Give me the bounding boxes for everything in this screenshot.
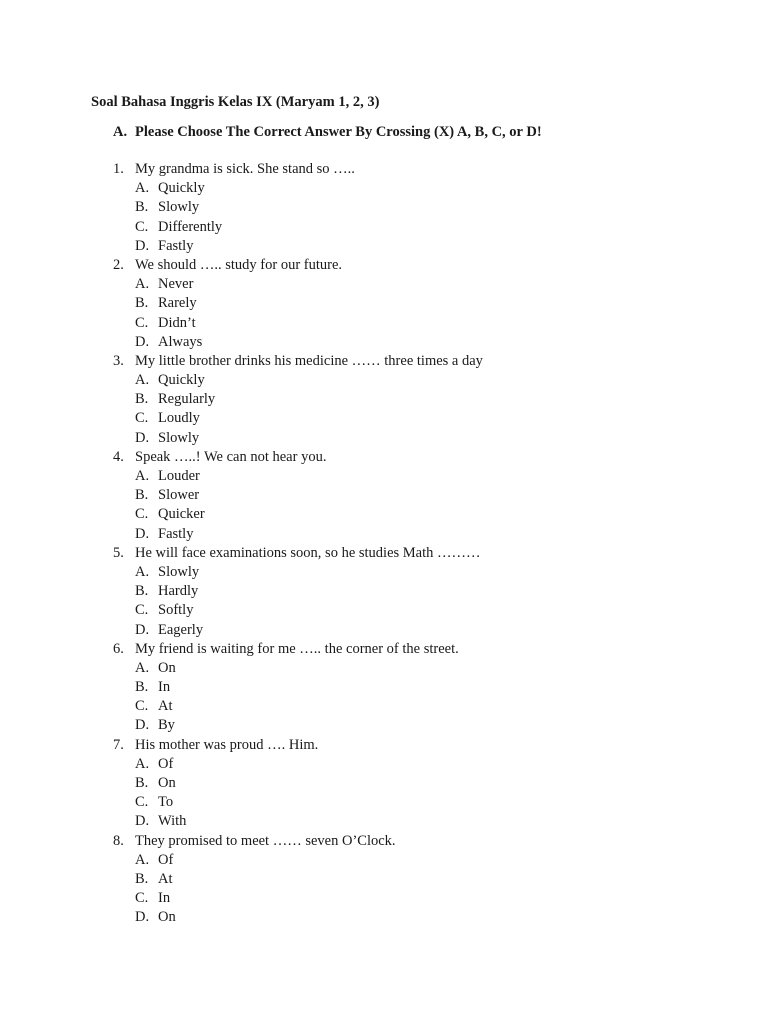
option-letter: B. bbox=[135, 199, 149, 216]
option-letter: C. bbox=[135, 890, 149, 907]
question-item bbox=[113, 160, 483, 179]
answer-option bbox=[113, 486, 483, 505]
option-letter: A. bbox=[135, 276, 150, 293]
answer-option bbox=[113, 870, 483, 889]
option-text: Never bbox=[158, 276, 194, 293]
question-number: 2. bbox=[113, 256, 124, 273]
option-letter: A. bbox=[135, 755, 150, 772]
option-letter: C. bbox=[135, 506, 149, 523]
option-text: Slowly bbox=[158, 563, 200, 580]
answer-option bbox=[113, 218, 483, 237]
question-number: 6. bbox=[113, 640, 124, 657]
option-letter: D. bbox=[135, 429, 150, 446]
option-letter: C. bbox=[135, 602, 149, 619]
option-letter: B. bbox=[135, 583, 149, 600]
answer-option bbox=[113, 237, 483, 256]
answer-option bbox=[113, 774, 483, 793]
option-text: Slowly bbox=[158, 429, 200, 446]
option-letter: B. bbox=[135, 487, 149, 504]
section-instruction-text: Please Choose The Correct Answer By Crossing (X) A, B, C, or D! bbox=[135, 124, 542, 140]
answer-option bbox=[113, 908, 483, 927]
question-text: My grandma is sick. She stand so ….. bbox=[135, 161, 355, 177]
option-text: Loudly bbox=[158, 410, 200, 427]
option-text: Always bbox=[158, 333, 203, 350]
question-text: He will face examinations soon, so he studies Math ……… bbox=[135, 544, 481, 561]
answer-option bbox=[113, 467, 483, 486]
answer-option bbox=[113, 563, 483, 582]
answer-option bbox=[113, 525, 483, 544]
question-number: 1. bbox=[113, 161, 124, 177]
option-text: Slowly bbox=[158, 199, 200, 216]
option-letter: D. bbox=[135, 237, 150, 254]
option-letter: B. bbox=[135, 391, 149, 408]
option-letter: A. bbox=[135, 468, 150, 484]
option-text: To bbox=[158, 794, 174, 811]
option-text: On bbox=[158, 775, 176, 791]
option-text: Rarely bbox=[158, 295, 197, 312]
option-text: Quicker bbox=[158, 506, 205, 523]
document-title: Soal Bahasa Inggris Kelas IX (Maryam 1, 2, 3) bbox=[91, 94, 380, 110]
option-letter: D. bbox=[135, 717, 150, 734]
answer-option bbox=[113, 294, 483, 313]
option-letter: D. bbox=[135, 333, 150, 350]
answer-option bbox=[113, 390, 483, 409]
answer-option bbox=[113, 275, 483, 294]
question-text: His mother was proud …. Him. bbox=[135, 736, 319, 753]
answer-option bbox=[113, 812, 483, 831]
option-text: Of bbox=[158, 755, 174, 772]
option-text: Regularly bbox=[158, 391, 216, 408]
option-letter: C. bbox=[135, 218, 149, 235]
option-text: Louder bbox=[158, 468, 200, 484]
option-text: Eagerly bbox=[158, 621, 204, 638]
option-text: On bbox=[158, 909, 176, 926]
option-text: Fastly bbox=[158, 237, 194, 254]
question-text: Speak …..! We can not hear you. bbox=[135, 448, 327, 465]
option-letter: C. bbox=[135, 410, 149, 427]
answer-option bbox=[113, 409, 483, 428]
question-text: They promised to meet …… seven O’Clock. bbox=[135, 832, 396, 849]
option-text: By bbox=[158, 717, 175, 734]
answer-option bbox=[113, 716, 483, 735]
option-text: At bbox=[158, 870, 173, 887]
question-item bbox=[113, 448, 483, 467]
option-letter: C. bbox=[135, 794, 149, 811]
question-item bbox=[113, 832, 483, 851]
option-letter: A. bbox=[135, 659, 150, 676]
answer-option bbox=[113, 333, 483, 352]
question-text: My little brother drinks his medicine …… three times a day bbox=[135, 352, 483, 369]
section-marker: A. bbox=[113, 124, 128, 140]
question-item bbox=[113, 544, 483, 563]
option-text: Didn’t bbox=[158, 314, 196, 331]
question-text: We should ….. study for our future. bbox=[135, 256, 343, 273]
question-number: 7. bbox=[113, 736, 124, 753]
answer-option bbox=[113, 621, 483, 640]
option-letter: D. bbox=[135, 909, 150, 926]
option-letter: D. bbox=[135, 621, 150, 638]
option-letter: C. bbox=[135, 698, 149, 715]
question-list bbox=[113, 160, 483, 928]
question-item bbox=[113, 352, 483, 371]
question-text: My friend is waiting for me ….. the corner of the street. bbox=[135, 640, 459, 657]
question-number: 5. bbox=[113, 544, 124, 561]
answer-option bbox=[113, 755, 483, 774]
option-letter: D. bbox=[135, 813, 150, 830]
option-letter: A. bbox=[135, 563, 150, 580]
option-letter: B. bbox=[135, 295, 149, 312]
option-letter: A. bbox=[135, 372, 150, 389]
answer-option bbox=[113, 179, 483, 198]
answer-option bbox=[113, 429, 483, 448]
option-text: Slower bbox=[158, 487, 200, 504]
answer-option bbox=[113, 851, 483, 870]
question-item bbox=[113, 640, 483, 659]
option-letter: B. bbox=[135, 679, 149, 696]
answer-option bbox=[113, 889, 483, 908]
question-number: 8. bbox=[113, 832, 124, 849]
option-letter: A. bbox=[135, 851, 150, 868]
question-item bbox=[113, 736, 483, 755]
question-number: 3. bbox=[113, 352, 124, 369]
answer-option bbox=[113, 582, 483, 601]
answer-option bbox=[113, 793, 483, 812]
option-text: Hardly bbox=[158, 583, 199, 600]
option-text: In bbox=[158, 679, 171, 696]
option-letter: C. bbox=[135, 314, 149, 331]
option-text: Fastly bbox=[158, 525, 194, 542]
option-text: On bbox=[158, 659, 176, 676]
answer-option bbox=[113, 659, 483, 678]
option-text: Quickly bbox=[158, 372, 205, 389]
section-instruction bbox=[113, 123, 542, 141]
answer-option bbox=[113, 314, 483, 333]
option-text: Differently bbox=[158, 218, 223, 235]
question-number: 4. bbox=[113, 448, 124, 465]
option-text: Softly bbox=[158, 602, 194, 619]
option-text: Of bbox=[158, 851, 174, 868]
option-letter: D. bbox=[135, 525, 150, 542]
option-letter: B. bbox=[135, 775, 149, 791]
option-letter: A. bbox=[135, 180, 150, 197]
option-letter: B. bbox=[135, 870, 149, 887]
answer-option bbox=[113, 697, 483, 716]
option-text: In bbox=[158, 890, 171, 907]
answer-option bbox=[113, 371, 483, 390]
answer-option bbox=[113, 198, 483, 217]
option-text: At bbox=[158, 698, 173, 715]
answer-option bbox=[113, 505, 483, 524]
answer-option bbox=[113, 678, 483, 697]
option-text: With bbox=[158, 813, 187, 830]
question-item bbox=[113, 256, 483, 275]
option-text: Quickly bbox=[158, 180, 205, 197]
answer-option bbox=[113, 601, 483, 620]
